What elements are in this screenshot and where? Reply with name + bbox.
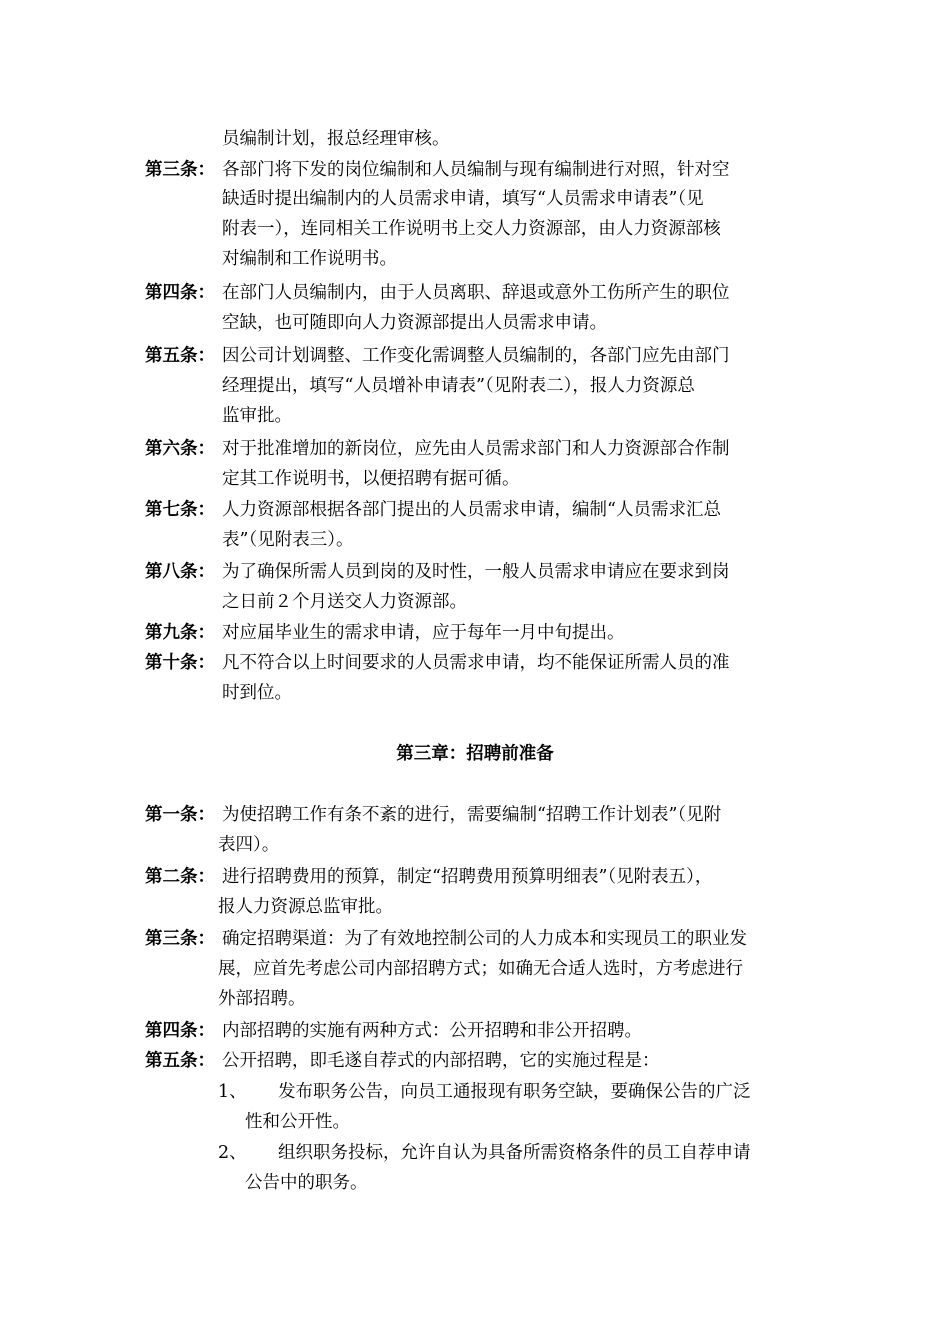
article-label: 第二条： [145, 867, 215, 887]
article-text-line: 为了确保所需人员到岗的及时性，一般人员需求申请应在要求到岗 [222, 562, 730, 582]
article-text-line: 表”（见附表三）。 [222, 530, 354, 550]
step-text-line: 发布职务公告，向员工通报现有职务空缺，要确保公告的广泛 [278, 1082, 751, 1102]
article-text-line: 缺适时提出编制内的人员需求申请，填写“人员需求申请表”（见 [222, 189, 704, 209]
article-text-line: 人力资源部根据各部门提出的人员需求申请，编制“人员需求汇总 [222, 500, 721, 520]
article-label: 第五条： [145, 1051, 215, 1071]
article-text-line: 对于批准增加的新岗位，应先由人员需求部门和人力资源部合作制 [222, 439, 730, 459]
article-label: 第四条： [145, 283, 215, 303]
step-text-line: 性和公开性。 [245, 1112, 350, 1132]
article-text-line: 对编制和工作说明书。 [222, 249, 397, 269]
article-label: 第十条： [145, 653, 215, 673]
article-label: 第五条： [145, 346, 215, 366]
article-text-line: 外部招聘。 [218, 989, 306, 1009]
article-label: 第三条： [145, 929, 215, 949]
step-number: 1、 [218, 1082, 247, 1102]
article-label: 第七条： [145, 500, 215, 520]
article-text-line: 报人力资源总监审批。 [218, 897, 393, 917]
article-text-line: 凡不符合以上时间要求的人员需求申请，均不能保证所需人员的准 [222, 653, 730, 673]
article-label: 第四条： [145, 1021, 215, 1041]
article-text-line: 为使招聘工作有条不紊的进行，需要编制“招聘工作计划表”（见附 [222, 805, 722, 825]
article-text-line: 进行招聘费用的预算，制定“招聘费用预算明细表”（见附表五）， [222, 867, 713, 887]
article-text-line: 各部门将下发的岗位编制和人员编制与现有编制进行对照，针对空 [222, 160, 730, 180]
article-text-line: 附表一），连同相关工作说明书上交人力资源部，由人力资源部核 [222, 219, 721, 239]
article-text-line: 因公司计划调整、工作变化需调整人员编制的，各部门应先由部门 [222, 346, 730, 366]
article-text-line: 监审批。 [222, 406, 292, 426]
step-text-line: 组织职务投标，允许自认为具备所需资格条件的员工自荐申请 [278, 1143, 751, 1163]
article-label: 第三条： [145, 160, 215, 180]
article-text-line: 时到位。 [222, 683, 292, 703]
article-text-line: 确定招聘渠道：为了有效地控制公司的人力成本和实现员工的职业发 [222, 929, 747, 949]
article-label: 第九条： [145, 623, 215, 643]
article-label: 第一条： [145, 805, 215, 825]
article-label: 第八条： [145, 562, 215, 582]
article-text-line: 在部门人员编制内，由于人员离职、辞退或意外工伤所产生的职位 [222, 283, 730, 303]
article-text-line: 定其工作说明书，以便招聘有据可循。 [222, 469, 520, 489]
article-text-line: 经理提出，填写“人员增补申请表”（见附表二），报人力资源总 [222, 376, 695, 396]
article-text-line: 表四）。 [218, 835, 280, 855]
step-text-line: 公告中的职务。 [245, 1173, 368, 1193]
step-number: 2、 [218, 1143, 247, 1163]
article-text-line: 展，应首先考虑公司内部招聘方式；如确无合适人选时，方考虑进行 [218, 959, 743, 979]
article-label: 第六条： [145, 439, 215, 459]
article-text-line: 公开招聘，即毛遂自荐式的内部招聘，它的实施过程是： [222, 1051, 660, 1071]
article-text-line: 空缺，也可随即向人力资源部提出人员需求申请。 [222, 313, 607, 333]
article-text-line: 内部招聘的实施有两种方式：公开招聘和非公开招聘。 [222, 1021, 642, 1041]
intro-continuation: 员编制计划，报总经理审核。 [222, 129, 450, 149]
chapter-title: 第三章：招聘前准备 [396, 744, 554, 764]
article-text-line: 对应届毕业生的需求申请，应于每年一月中旬提出。 [222, 623, 625, 643]
article-text-line: 之日前２个月送交人力资源部。 [222, 592, 467, 612]
